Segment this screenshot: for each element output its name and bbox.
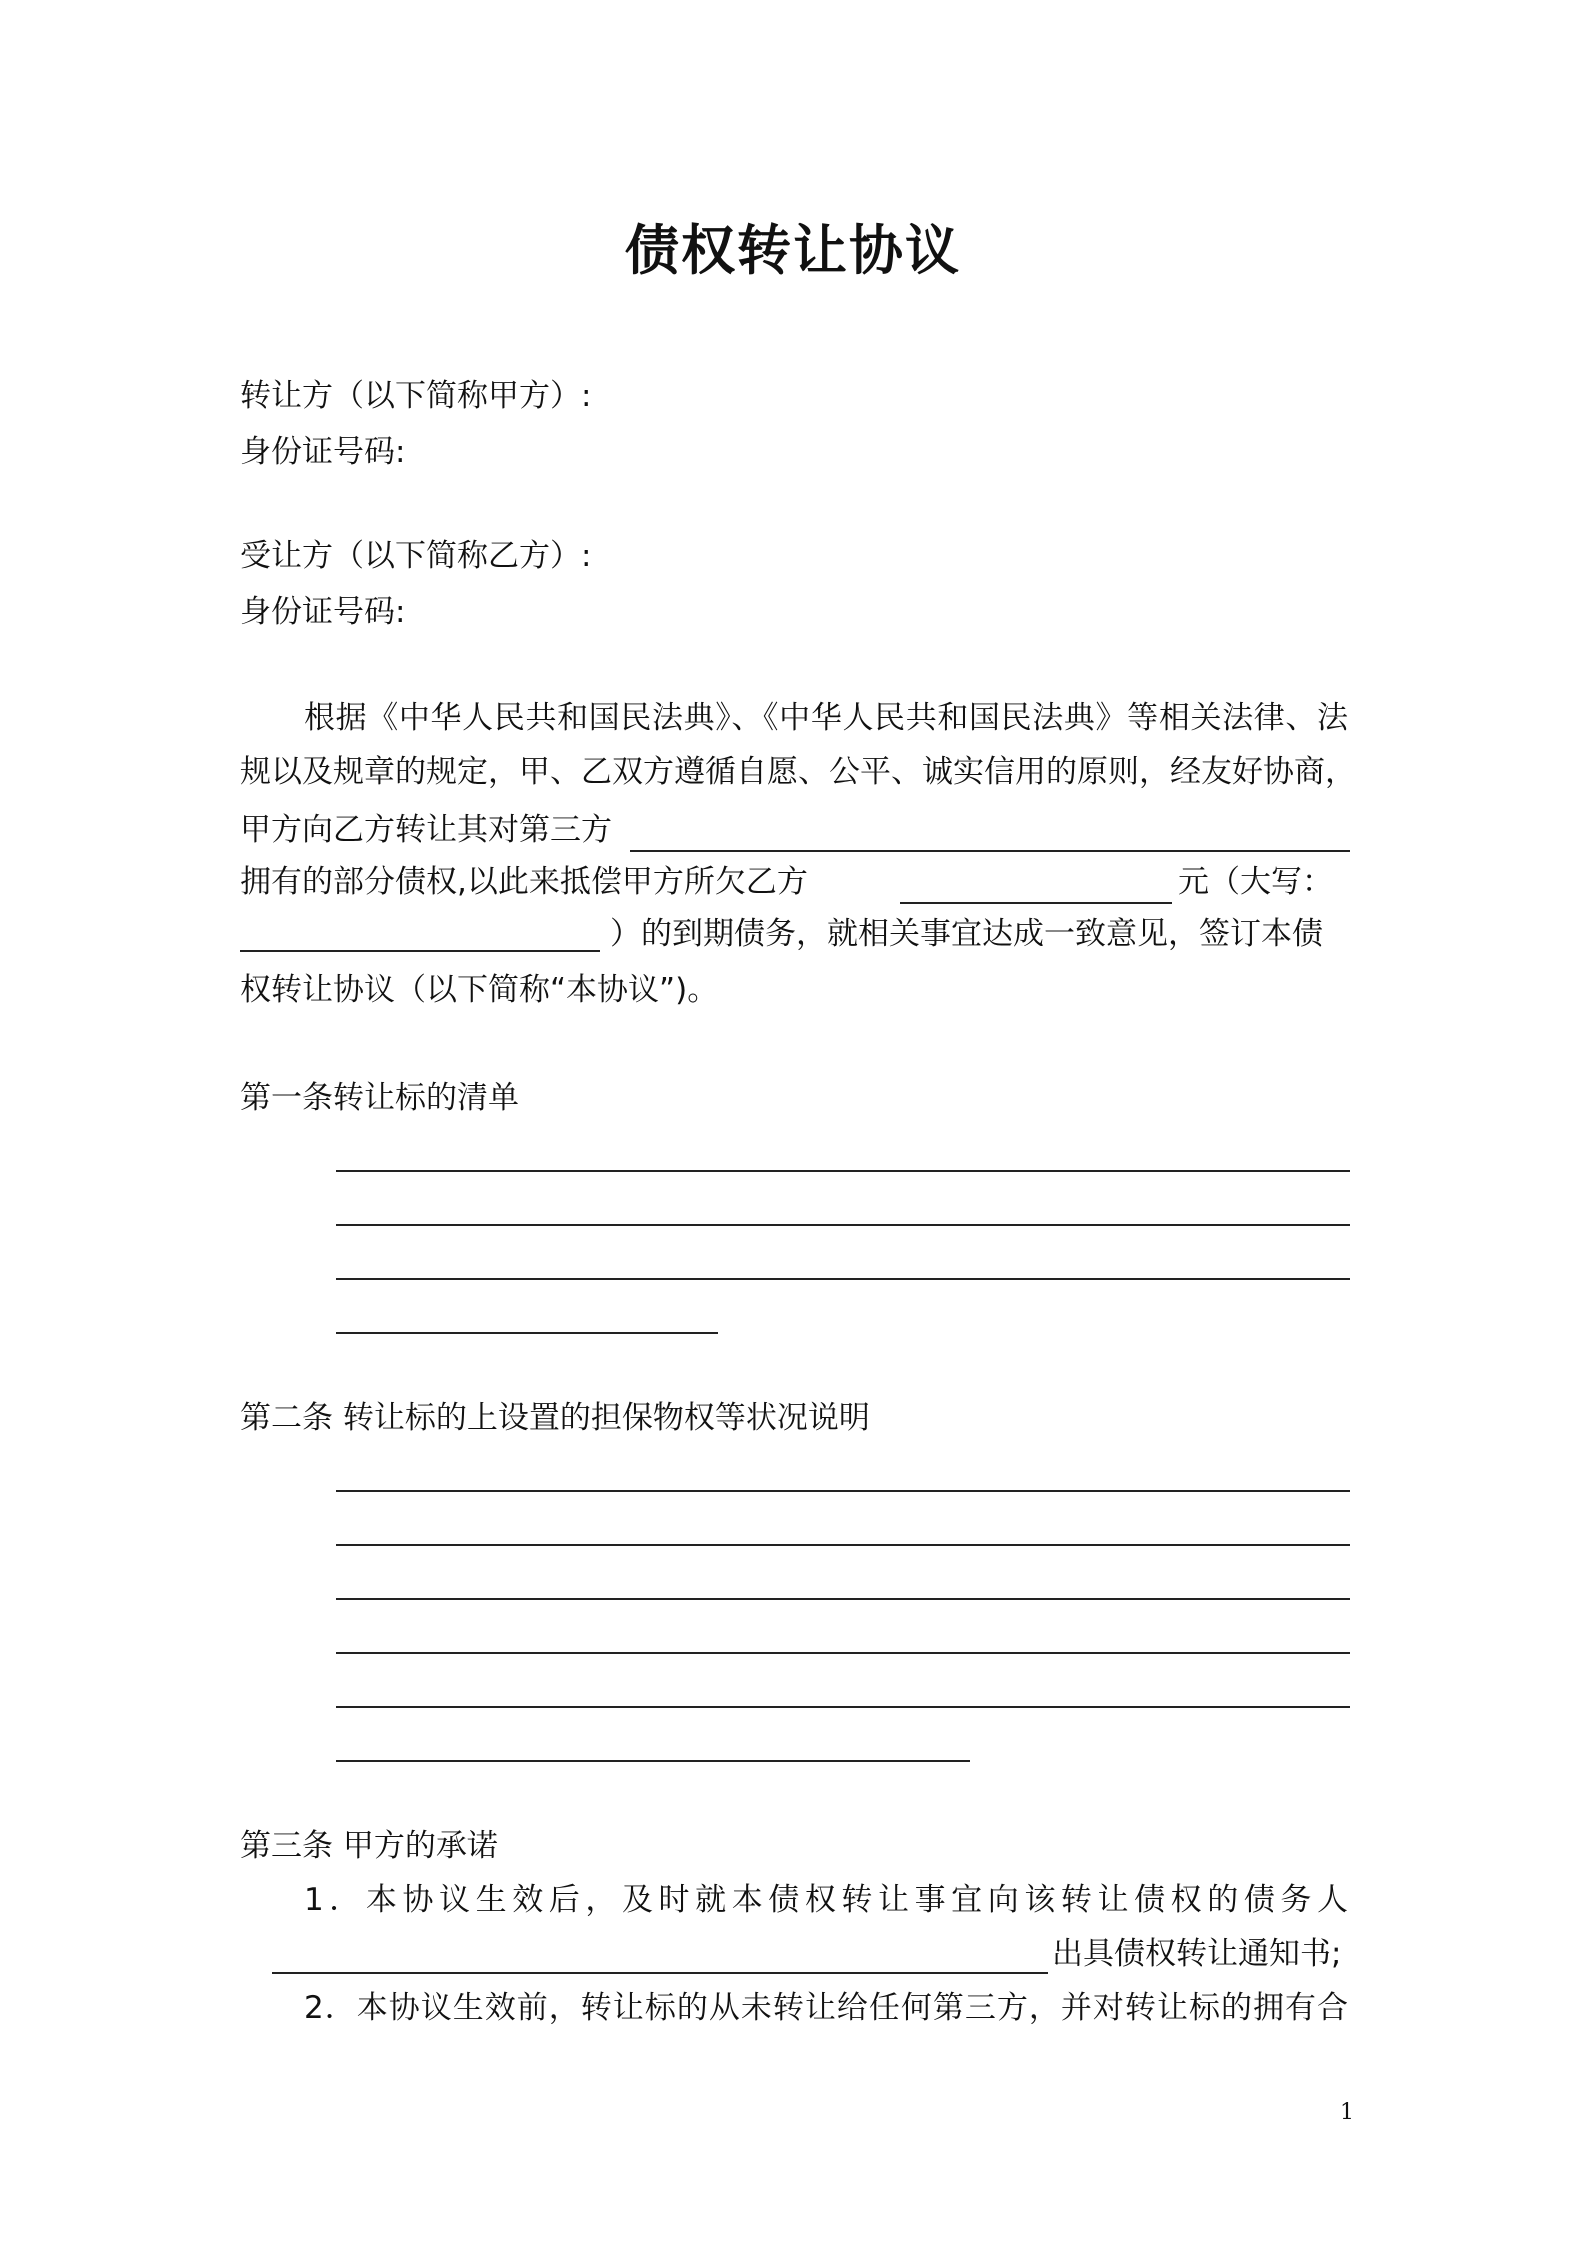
- article-1-blank-2: [336, 1224, 1350, 1226]
- article-1-blank-4: [336, 1332, 718, 1334]
- article-2-blank-1: [336, 1490, 1350, 1492]
- transferee-line: 受让方（以下简称乙方）:: [240, 538, 592, 574]
- preamble-line-6: 权转让协议（以下简称“本协议”)。: [240, 972, 719, 1008]
- preamble-line-3: 甲方向乙方转让其对第三方: [240, 812, 612, 848]
- article-1-blank-3: [336, 1278, 1350, 1280]
- preamble-line-4b: 元（大写：: [1178, 864, 1333, 900]
- article-2-blank-2: [336, 1544, 1350, 1546]
- article-3-heading: 第三条 甲方的承诺: [240, 1828, 498, 1864]
- article-1-blank-1: [336, 1170, 1350, 1172]
- preamble-line-4a: 拥有的部分债权,以此来抵偿甲方所欠乙方: [240, 864, 808, 900]
- page-number: 1: [1340, 2100, 1354, 2125]
- amount-blank: [900, 902, 1172, 904]
- transferee-id-line: 身份证号码:: [240, 594, 406, 630]
- amount-uppercase-blank: [240, 950, 600, 952]
- document-title: 债权转让协议: [625, 219, 961, 282]
- transferor-line: 转让方（以下简称甲方）:: [240, 378, 592, 414]
- article-2-blank-6: [336, 1760, 970, 1762]
- debtor-blank: [272, 1972, 1048, 1974]
- article-2-blank-3: [336, 1598, 1350, 1600]
- article-2-blank-4: [336, 1652, 1350, 1654]
- preamble-line-1: 根据《中华人民共和国民法典》、《中华人民共和国民法典》等相关法律、法: [304, 700, 1348, 736]
- third-party-blank: [630, 850, 1350, 852]
- preamble-line-5: ）的到期债务，就相关事宜达成一致意见，签订本债: [610, 916, 1323, 952]
- preamble-line-2: 规以及规章的规定，甲、乙双方遵循自愿、公平、诚实信用的原则，经友好协商，: [240, 754, 1356, 790]
- article-3-item-1a: 1．本协议生效后，及时就本债权转让事宜向该转让债权的债务人: [304, 1882, 1348, 1918]
- article-2-blank-5: [336, 1706, 1350, 1708]
- article-3-item-1b: 出具债权转让通知书;: [1052, 1936, 1342, 1972]
- article-3-item-2: 2．本协议生效前，转让标的从未转让给任何第三方，并对转让标的拥有合: [304, 1990, 1348, 2026]
- article-2-heading: 第二条 转让标的上设置的担保物权等状况说明: [240, 1400, 870, 1436]
- article-1-heading: 第一条转让标的清单: [240, 1080, 519, 1116]
- transferor-id-line: 身份证号码:: [240, 434, 406, 470]
